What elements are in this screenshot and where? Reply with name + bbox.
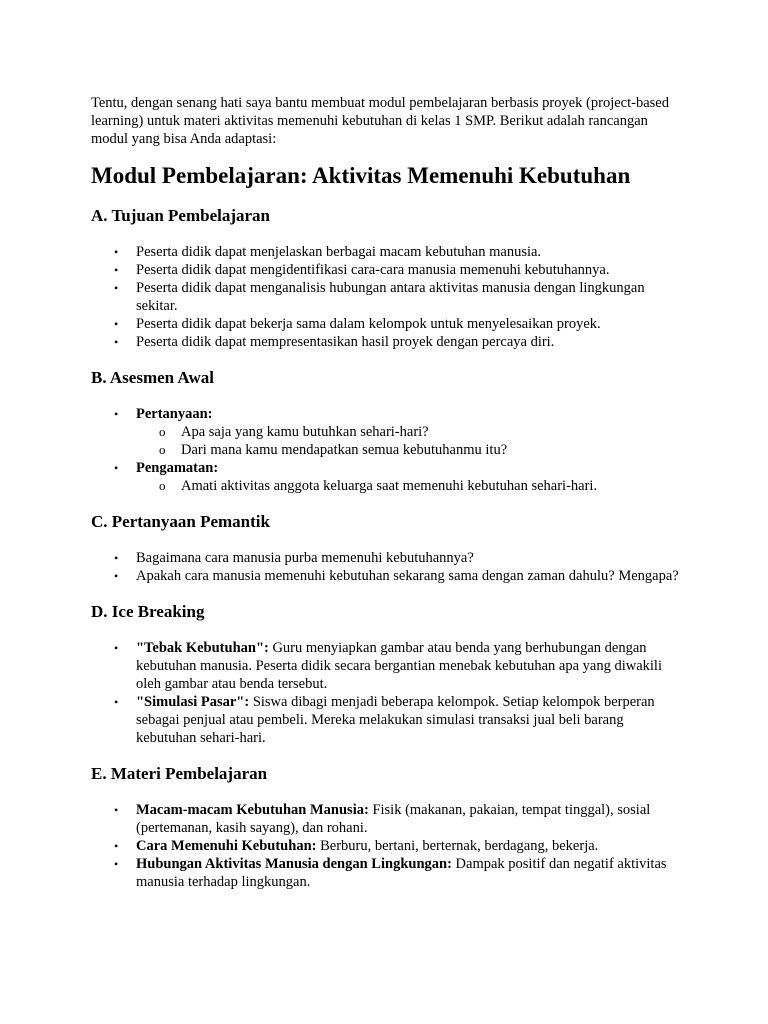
bullet-icon: • bbox=[114, 281, 119, 295]
list-item: • Macam-macam Kebutuhan Manusia: Fisik (makanan, pakaian, tempat tinggal), sosial (pertemanan, kasih sayang), dan rohani. bbox=[114, 802, 651, 836]
section-e-heading: E. Materi Pembelajaran bbox=[91, 764, 268, 783]
bullet-icon: • bbox=[114, 317, 119, 331]
bullet-icon: • bbox=[114, 263, 119, 277]
section-d-list bbox=[91, 639, 681, 747]
group-label: Pengamatan: bbox=[136, 460, 219, 476]
bullet-icon: • bbox=[114, 641, 119, 655]
list-item: • Cara Memenuhi Kebutuhan: Berburu, bertani, berternak, berdagang, bekerja. bbox=[114, 838, 599, 854]
list-item: • Bagaimana cara manusia purba memenuhi kebutuhannya? bbox=[114, 550, 474, 566]
section-b-list bbox=[91, 405, 681, 495]
item-label: Macam-macam Kebutuhan Manusia: bbox=[136, 802, 369, 818]
bullet-icon: • bbox=[114, 461, 119, 475]
sub-list bbox=[136, 477, 681, 495]
list-item: • Peserta didik dapat menjelaskan berbagai macam kebutuhan manusia. bbox=[114, 244, 542, 260]
item-label: Cara Memenuhi Kebutuhan: bbox=[136, 838, 317, 854]
sub-list-item: o Dari mana kamu mendapatkan semua kebutuhanmu itu? bbox=[159, 442, 508, 458]
bullet-icon: • bbox=[114, 407, 119, 421]
section-d-heading: D. Ice Breaking bbox=[91, 602, 205, 621]
item-label: Hubungan Aktivitas Manusia dengan Lingkungan: bbox=[136, 856, 452, 872]
sub-list-item: o Apa saja yang kamu butuhkan sehari-hari? bbox=[159, 424, 429, 440]
group-label: Pertanyaan: bbox=[136, 406, 213, 422]
list-item: • Hubungan Aktivitas Manusia dengan Lingkungan: Dampak positif dan negatif aktivitas manusia terhadap lingkungan. bbox=[114, 856, 667, 890]
list-item: • Peserta didik dapat mengidentifikasi cara-cara manusia memenuhi kebutuhannya. bbox=[114, 262, 610, 278]
section-c-list bbox=[91, 549, 681, 585]
section-a-heading: A. Tujuan Pembelajaran bbox=[91, 206, 270, 225]
page-title: Modul Pembelajaran: Aktivitas Memenuhi Kebutuhan bbox=[91, 163, 631, 188]
sub-list bbox=[136, 423, 681, 459]
bullet-icon: • bbox=[114, 857, 119, 871]
sub-bullet-icon: o bbox=[159, 442, 166, 457]
sub-bullet-icon: o bbox=[159, 424, 166, 439]
sub-bullet-icon: o bbox=[159, 478, 166, 493]
list-item: • "Tebak Kebutuhan": Guru menyiapkan gambar atau benda yang berhubungan dengan kebutuhan manusia. Peserta didik secara bergantian menebak kebutuhan apa yang diwakili oleh gambar atau benda tersebut. bbox=[114, 640, 662, 692]
section-e-list bbox=[91, 801, 681, 891]
list-item bbox=[91, 405, 681, 459]
list-item: • Peserta didik dapat mempresentasikan hasil proyek dengan percaya diri. bbox=[114, 334, 555, 350]
item-label: "Simulasi Pasar": bbox=[136, 694, 250, 710]
bullet-icon: • bbox=[114, 839, 119, 853]
list-item: • Apakah cara manusia memenuhi kebutuhan sekarang sama dengan zaman dahulu? Mengapa? bbox=[114, 568, 679, 584]
sub-list-item: o Amati aktivitas anggota keluarga saat memenuhi kebutuhan sehari-hari. bbox=[159, 478, 598, 494]
intro-paragraph: Tentu, dengan senang hati saya bantu membuat modul pembelajaran berbasis proyek (project-based learning) untuk materi aktivitas memenuhi kebutuhan di kelas 1 SMP. Berikut adalah rancangan modul yang bisa Anda adaptasi: bbox=[91, 95, 669, 147]
bullet-icon: • bbox=[114, 551, 119, 565]
document-page bbox=[91, 94, 681, 891]
bullet-icon: • bbox=[114, 245, 119, 259]
bullet-icon: • bbox=[114, 695, 119, 709]
list-item: • Peserta didik dapat menganalisis hubungan antara aktivitas manusia dengan lingkungan sekitar. bbox=[114, 280, 645, 314]
bullet-icon: • bbox=[114, 803, 119, 817]
list-item bbox=[91, 459, 681, 495]
section-c-heading: C. Pertanyaan Pemantik bbox=[91, 512, 270, 531]
list-item: • "Simulasi Pasar": Siswa dibagi menjadi beberapa kelompok. Setiap kelompok berperan sebagai penjual atau pembeli. Mereka melakukan simulasi transaksi jual beli barang kebutuhan sehari-hari. bbox=[114, 694, 655, 746]
list-item: • Peserta didik dapat bekerja sama dalam kelompok untuk menyelesaikan proyek. bbox=[114, 316, 601, 332]
bullet-icon: • bbox=[114, 335, 119, 349]
bullet-icon: • bbox=[114, 569, 119, 583]
section-b-heading: B. Asesmen Awal bbox=[91, 368, 214, 387]
section-a-list bbox=[91, 243, 681, 351]
item-label: "Tebak Kebutuhan": bbox=[136, 640, 269, 656]
